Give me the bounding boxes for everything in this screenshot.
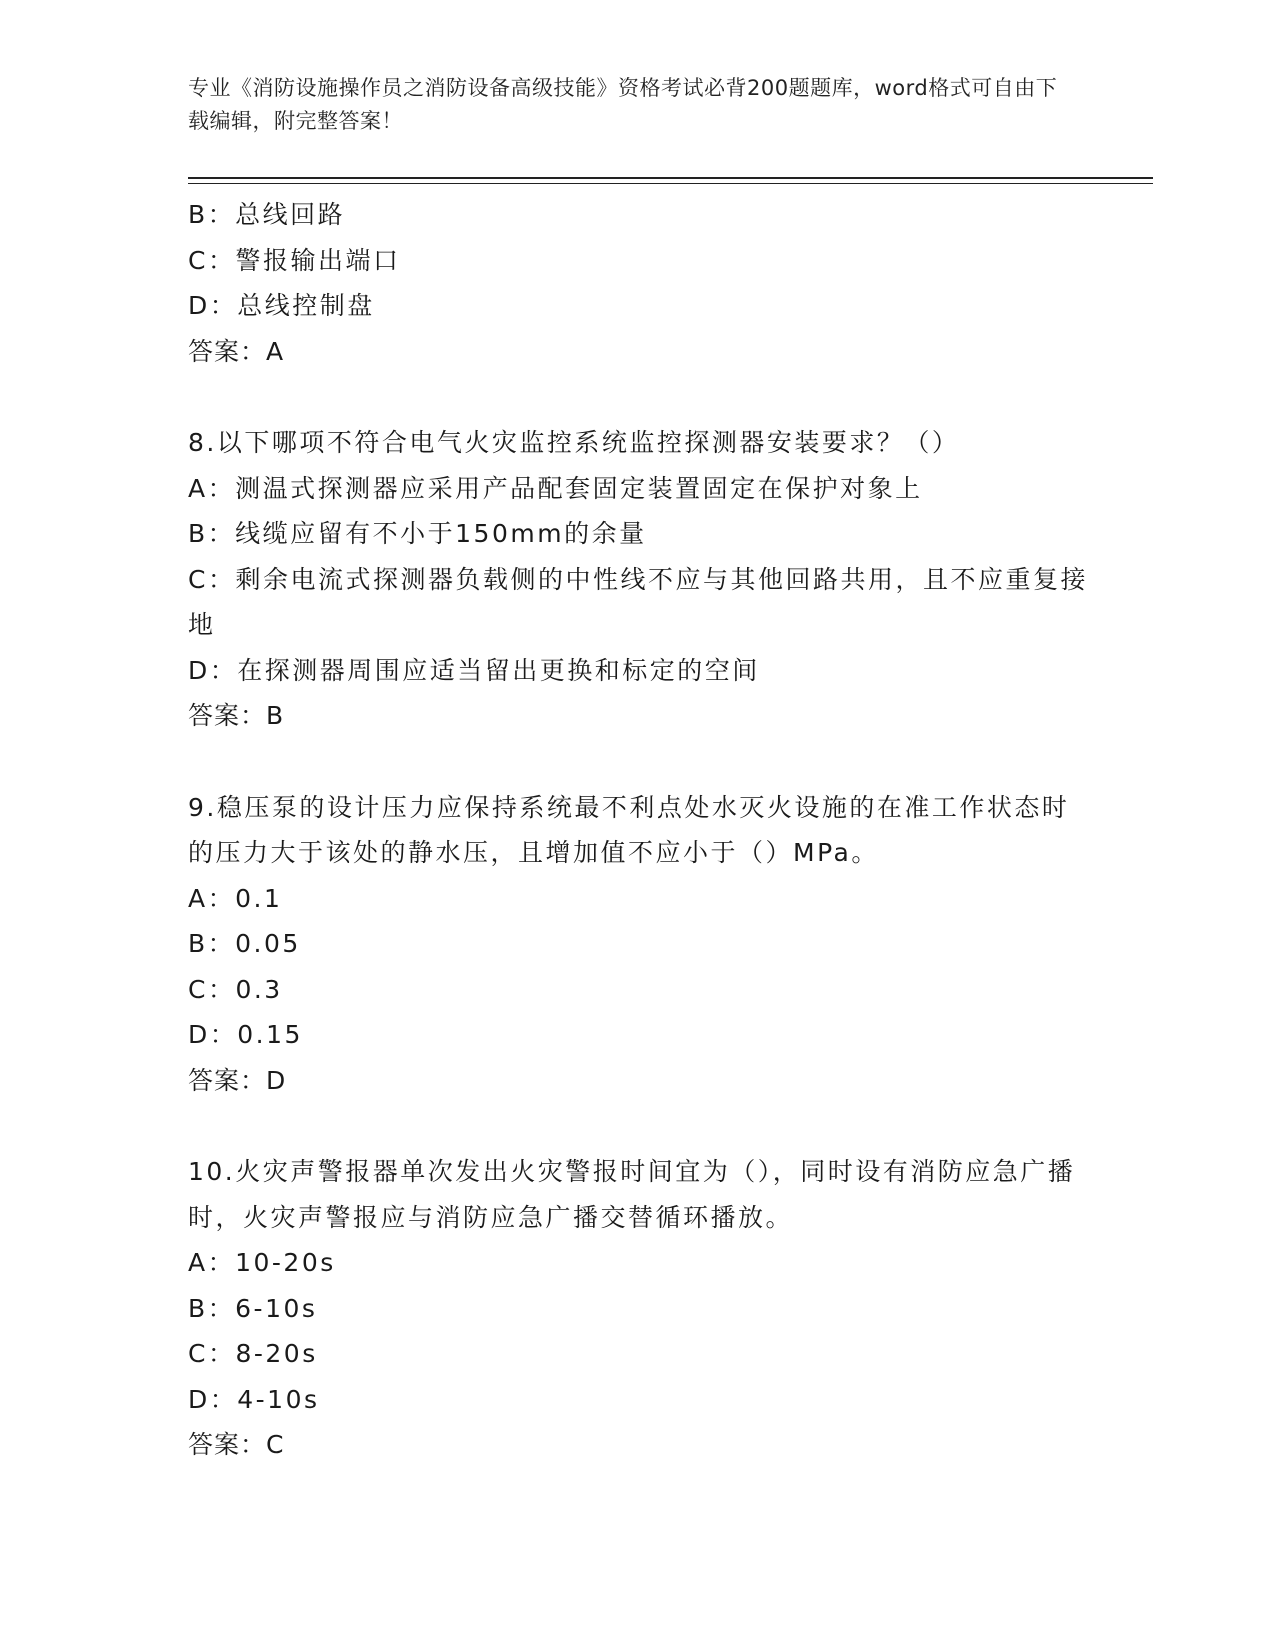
spacer xyxy=(188,374,1088,420)
header-rule-thin xyxy=(188,183,1153,184)
option-b: B：总线回路 xyxy=(188,200,346,229)
answer: 答案：B xyxy=(188,701,285,730)
option-d: D：总线控制盘 xyxy=(188,291,375,320)
question-text: 9.稳压泵的设计压力应保持系统最不利点处水灭火设施的在准工作状态时的压力大于该处的静水压，且增加值不应小于（）MPa。 xyxy=(188,792,1070,867)
option-b: B：0.05 xyxy=(188,929,301,958)
question-block-8 xyxy=(188,420,1088,739)
option-d: D：4-10s xyxy=(188,1384,320,1414)
spacer xyxy=(188,1103,1088,1149)
option-c: C：剩余电流式探测器负载侧的中性线不应与其他回路共用，且不应重复接地 xyxy=(188,564,1088,639)
question-text: 8.以下哪项不符合电气火灾监控系统监控探测器安装要求？（） xyxy=(188,428,960,457)
answer: 答案：A xyxy=(188,336,285,366)
option-b: B：6-10s xyxy=(188,1293,318,1323)
option-c: C：8-20s xyxy=(188,1339,318,1368)
option-a: A：0.1 xyxy=(188,883,283,913)
answer: 答案：C xyxy=(188,1430,285,1459)
option-b: B：线缆应留有不小于150mm的余量 xyxy=(188,519,647,548)
spacer xyxy=(188,739,1088,785)
question-block-7 xyxy=(188,192,1088,374)
answer: 答案：D xyxy=(188,1065,287,1095)
option-a: A：10-20s xyxy=(188,1248,336,1277)
question-block-9 xyxy=(188,785,1088,1104)
option-d: D：在探测器周围应适当留出更换和标定的空间 xyxy=(188,655,760,685)
option-a: A：测温式探测器应采用产品配套固定装置固定在保护对象上 xyxy=(188,473,923,503)
question-block-10 xyxy=(188,1149,1088,1468)
document-body xyxy=(188,192,1088,1468)
question-text: 10.火灾声警报器单次发出火灾警报时间宜为（），同时设有消防应急广播时，火灾声警报应与消防应急广播交替循环播放。 xyxy=(188,1157,1076,1232)
option-d: D：0.15 xyxy=(188,1020,303,1049)
option-c: C：警报输出端口 xyxy=(188,245,401,275)
document-header: 专业《消防设施操作员之消防设备高级技能》资格考试必背200题题库，word格式可自由下载编辑，附完整答案！ xyxy=(188,76,1058,133)
option-c: C：0.3 xyxy=(188,974,283,1004)
header-rule-thick xyxy=(188,177,1153,179)
